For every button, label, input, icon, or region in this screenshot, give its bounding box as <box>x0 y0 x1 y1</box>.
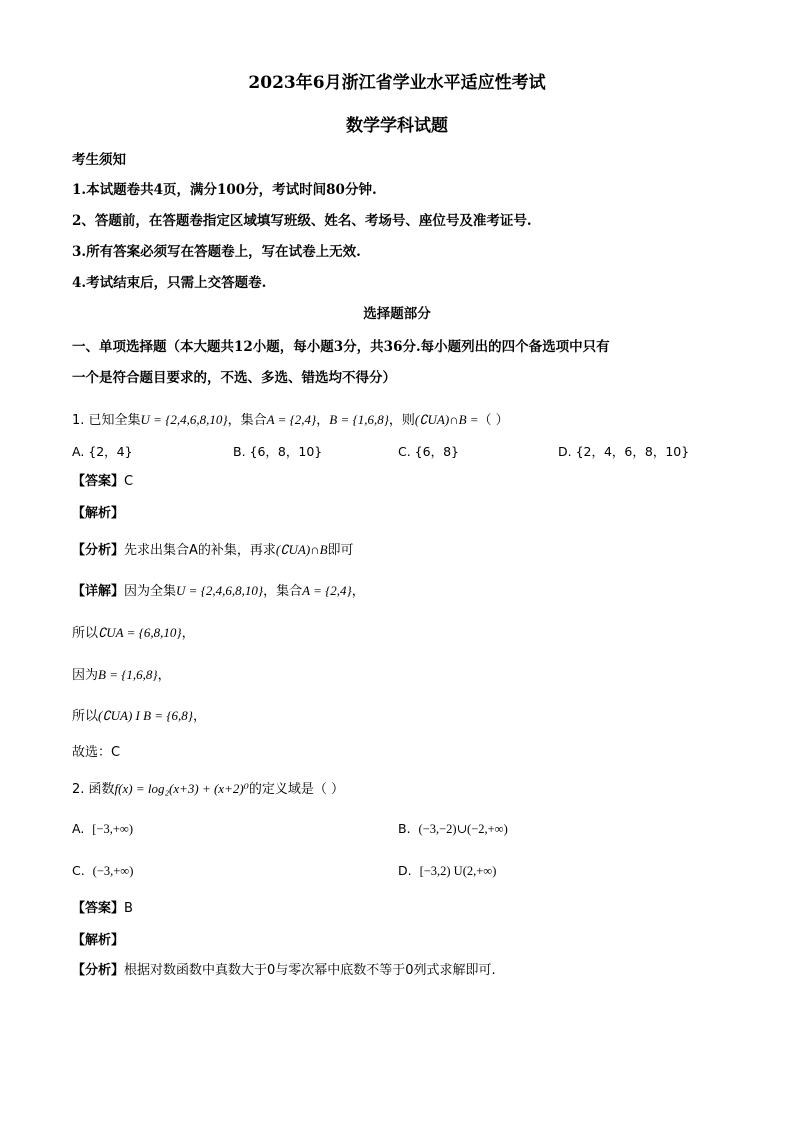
q1-stem-suffix: （ ） <box>478 413 509 428</box>
q2-fenxi-text: 根据对数函数中真数大于0与零次幂中底数不等于0列式求解即可. <box>124 963 496 978</box>
q2-option-c <box>72 862 133 880</box>
q1-xiangjie-text-1: 因为全集 <box>124 584 177 599</box>
q2-option-d <box>398 862 496 880</box>
notice-item-3: 3.所有答案必须写在答题卷上，写在试卷上无效. <box>72 244 361 260</box>
q1-fenxi-expression: (∁UA)∩B <box>275 542 328 557</box>
q1-step-3-expression: (∁UA) I B = {6,8} <box>98 708 193 723</box>
q1-option-c: C. {6，8} <box>398 444 459 459</box>
q1-fenxi-label: 【分析】 <box>72 543 125 558</box>
exam-title: 2023年6月浙江省学业水平适应性考试 <box>248 73 546 93</box>
exam-subtitle: 数学学科试题 <box>346 116 448 136</box>
q1-set-a: A = {2,4} <box>266 412 317 427</box>
q1-step-3-suffix: ， <box>192 709 206 724</box>
q2-stem-prefix: 2. 函数 <box>72 782 115 797</box>
q1-option-a: A. {2，4} <box>72 444 133 459</box>
q2-option-c-value: (−3,+∞) <box>92 864 134 878</box>
q1-step-2-expression: B = {1,6,8} <box>98 667 158 682</box>
q1-step-2-prefix: 因为 <box>72 668 99 683</box>
q1-step-2 <box>72 666 171 685</box>
q1-stem-prefix: 1. 已知全集 <box>72 413 141 428</box>
q2-option-b-value: (−3,−2)∪(−2,+∞) <box>418 822 508 836</box>
q1-answer-value: C <box>124 474 134 489</box>
q1-analysis-label: 【解析】 <box>72 506 125 521</box>
q1-xiangjie-label: 【详解】 <box>72 584 125 599</box>
q1-step-1-prefix: 所以 <box>72 626 99 641</box>
q1-step-1-suffix: ， <box>181 626 195 641</box>
q2-option-d-value: [−3,2) U(2,+∞) <box>419 864 497 878</box>
q2-option-b <box>398 820 508 838</box>
q2-function: f(x) = log₂(x+3) + (x+2)⁰ <box>114 781 249 796</box>
q1-step-3-prefix: 所以 <box>72 709 99 724</box>
q2-analysis-label: 【解析】 <box>72 933 125 948</box>
q1-option-d: D. {2，4，6，8，10} <box>558 444 690 459</box>
q2-option-d-label: D. <box>398 863 412 878</box>
question-1-stem <box>72 411 509 430</box>
notice-item-2: 2、答题前，在答题卷指定区域填写班级、姓名、考场号、座位号及准考证号. <box>72 213 532 229</box>
q1-expression: (∁UA)∩B = <box>414 412 479 427</box>
section-title: 选择题部分 <box>363 306 431 322</box>
notice-item-1: 1.本试题卷共4页，满分100分，考试时间80分钟. <box>72 182 377 198</box>
question-2-stem <box>72 780 344 799</box>
q1-stem-mid-3: ，则 <box>388 413 415 428</box>
q1-step-2-suffix: ， <box>157 668 171 683</box>
q1-xiangjie-text-2: ，集合 <box>263 584 303 599</box>
notice-heading: 考生须知 <box>72 152 126 168</box>
q2-answer <box>72 900 133 918</box>
q1-conclusion: 故选：C <box>72 745 121 760</box>
q1-fenxi-text-1: 先求出集合A的补集，再求 <box>124 543 276 558</box>
q1-set-b: B = {1,6,8} <box>329 412 389 427</box>
q2-fenxi-label: 【分析】 <box>72 963 125 978</box>
q1-xiangjie-set-a: A = {2,4} <box>302 583 352 598</box>
q1-fenxi <box>72 541 354 560</box>
q2-answer-label: 【答案】 <box>72 901 125 916</box>
q1-fenxi-text-2: 即可 <box>327 543 354 558</box>
q2-fenxi <box>72 962 496 980</box>
q1-option-b: B. {6，8，10} <box>233 444 323 459</box>
notice-item-4: 4.考试结束后，只需上交答题卷. <box>72 275 267 291</box>
q2-option-b-label: B. <box>398 821 411 836</box>
q2-answer-value: B <box>124 901 133 916</box>
q1-step-1 <box>72 624 195 643</box>
q1-xiangjie-text-3: ， <box>351 584 365 599</box>
q1-stem-mid-2: ， <box>316 413 330 428</box>
q2-stem-suffix: 的定义域是（ ） <box>248 782 345 797</box>
part-instructions-line-1: 一、单项选择题（本大题共12小题，每小题3分，共36分.每小题列出的四个备选项中只有 <box>72 339 610 355</box>
q2-option-a-label: A. <box>72 821 85 836</box>
q1-xiangjie-set-u: U = {2,4,6,8,10} <box>176 583 264 598</box>
q1-answer <box>72 473 133 491</box>
q1-step-3 <box>72 707 206 726</box>
part-instructions-line-2: 一个是符合题目要求的，不选、多选、错选均不得分） <box>72 370 396 386</box>
q2-option-a-value: [−3,+∞) <box>92 822 133 836</box>
q2-option-a <box>72 820 133 838</box>
q1-step-1-expression: ∁UA = {6,8,10} <box>98 625 182 640</box>
q1-answer-label: 【答案】 <box>72 474 125 489</box>
q2-option-c-label: C. <box>72 863 85 878</box>
q1-xiangjie <box>72 582 365 601</box>
q1-stem-mid-1: ，集合 <box>227 413 267 428</box>
q1-set-u: U = {2,4,6,8,10} <box>140 412 228 427</box>
